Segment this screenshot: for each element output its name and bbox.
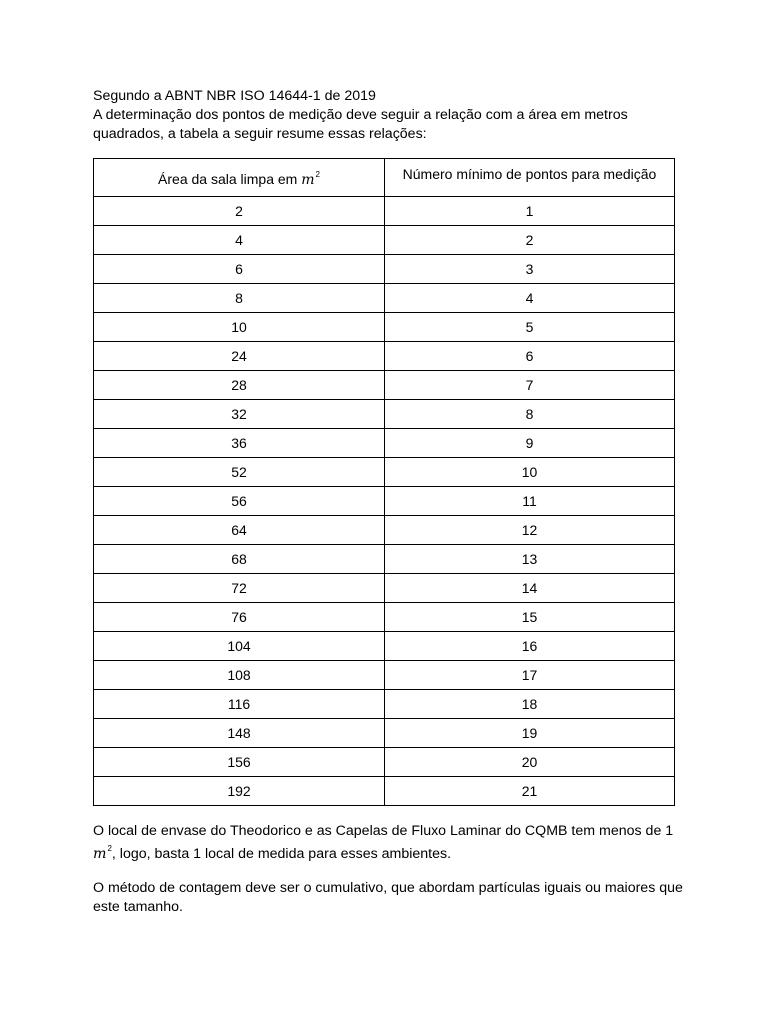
table-row	[94, 661, 675, 690]
cell-points: 16	[385, 632, 675, 661]
cell-points: 5	[385, 313, 675, 342]
table-row	[94, 516, 675, 545]
cell-area: 52	[94, 458, 385, 487]
table-row	[94, 574, 675, 603]
table-row	[94, 371, 675, 400]
cell-area: 156	[94, 748, 385, 777]
cell-area: 8	[94, 284, 385, 313]
table-row	[94, 487, 675, 516]
cell-points: 18	[385, 690, 675, 719]
cell-points: 21	[385, 777, 675, 806]
cell-area: 36	[94, 429, 385, 458]
cell-area: 32	[94, 400, 385, 429]
cell-points: 1	[385, 197, 675, 226]
cell-points: 9	[385, 429, 675, 458]
table-row	[94, 313, 675, 342]
intro-line-description: A determinação dos pontos de medição deve seguir a relação com a área em metros quadrados, a tabela a seguir resume essas relações:	[93, 107, 628, 142]
cell-area: 6	[94, 255, 385, 284]
cell-points: 20	[385, 748, 675, 777]
table-row	[94, 458, 675, 487]
table-header-row	[94, 159, 675, 197]
table-row	[94, 197, 675, 226]
table-row	[94, 777, 675, 806]
cell-area: 76	[94, 603, 385, 632]
table-row	[94, 603, 675, 632]
cell-points: 19	[385, 719, 675, 748]
table-row	[94, 255, 675, 284]
table-row	[94, 284, 675, 313]
cell-area: 72	[94, 574, 385, 603]
conclusion-text-start: O local de envase do Theodorico e as Capelas de Fluxo Laminar do CQMB tem menos de 1	[93, 823, 674, 839]
table-row	[94, 342, 675, 371]
table-row	[94, 429, 675, 458]
intro-line-standard: Segundo a ABNT NBR ISO 14644-1 de 2019	[93, 88, 376, 104]
cell-area: 4	[94, 226, 385, 255]
cell-area: 108	[94, 661, 385, 690]
table-row	[94, 632, 675, 661]
method-text: O método de contagem deve ser o cumulativo, que abordam partículas iguais ou maiores que este tamanho.	[93, 880, 683, 915]
conclusion-unit-exponent: 2	[107, 844, 112, 853]
table-row	[94, 226, 675, 255]
method-paragraph	[93, 879, 693, 917]
table-body	[94, 197, 675, 806]
cell-points: 3	[385, 255, 675, 284]
cell-points: 11	[385, 487, 675, 516]
header-unit-exponent: 2	[315, 170, 320, 179]
cell-points: 7	[385, 371, 675, 400]
cell-points: 14	[385, 574, 675, 603]
conclusion-text-end: , logo, basta 1 local de medida para esses ambientes.	[111, 846, 452, 862]
cell-area: 28	[94, 371, 385, 400]
cell-points: 4	[385, 284, 675, 313]
cell-points: 2	[385, 226, 675, 255]
cell-area: 148	[94, 719, 385, 748]
header-unit-symbol: m	[301, 172, 315, 188]
cell-points: 15	[385, 603, 675, 632]
table-row	[94, 748, 675, 777]
table-row	[94, 719, 675, 748]
cell-points: 8	[385, 400, 675, 429]
table-row	[94, 690, 675, 719]
cell-points: 13	[385, 545, 675, 574]
cell-points: 17	[385, 661, 675, 690]
cell-area: 56	[94, 487, 385, 516]
cell-area: 68	[94, 545, 385, 574]
cell-points: 12	[385, 516, 675, 545]
header-area	[94, 159, 385, 197]
conclusion-paragraph	[93, 820, 693, 867]
header-points	[385, 159, 675, 197]
header-points-label: Número mínimo de pontos para medição	[402, 165, 657, 182]
cell-area: 104	[94, 632, 385, 661]
cell-area: 2	[94, 197, 385, 226]
measurement-points-table	[93, 158, 675, 806]
cell-area: 10	[94, 313, 385, 342]
cell-area: 24	[94, 342, 385, 371]
table-row	[94, 545, 675, 574]
conclusion-unit-symbol: m	[93, 846, 107, 862]
cell-area: 64	[94, 516, 385, 545]
cell-points: 6	[385, 342, 675, 371]
table-row	[94, 400, 675, 429]
cell-area: 116	[94, 690, 385, 719]
header-area-label: Área da sala limpa em	[158, 171, 302, 187]
cell-points: 10	[385, 458, 675, 487]
cell-area: 192	[94, 777, 385, 806]
intro-text	[93, 87, 693, 144]
